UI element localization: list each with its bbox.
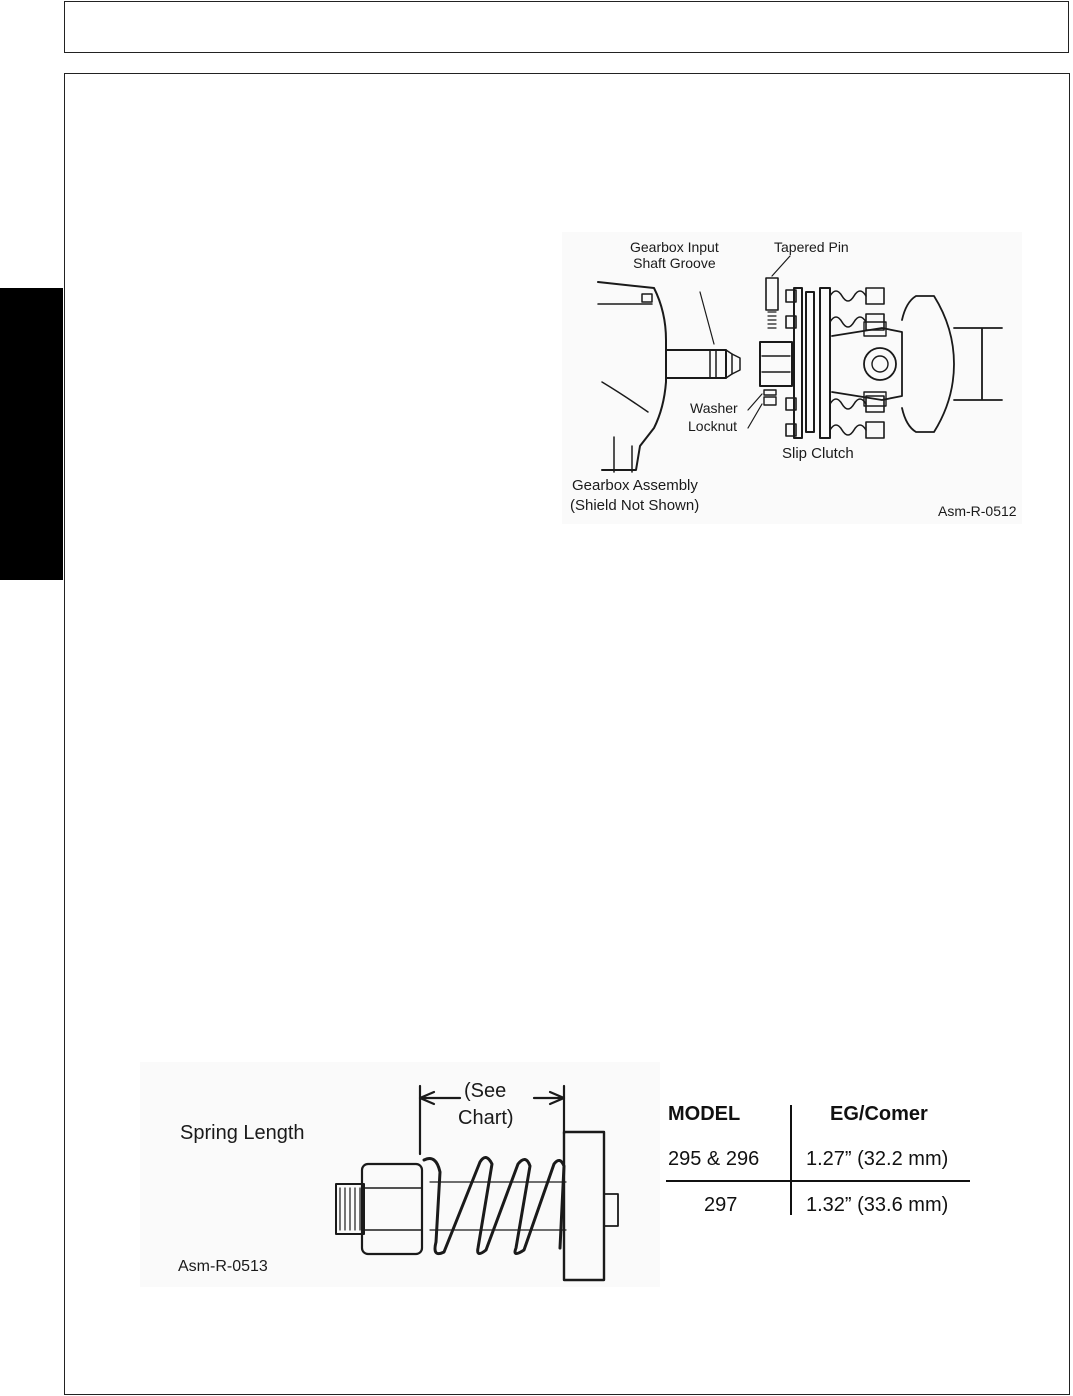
label-shield-note: (Shield Not Shown) (570, 497, 700, 514)
table-row-value: 1.32” (33.6 mm) (806, 1194, 949, 1216)
driveline-tube (954, 328, 1002, 400)
section-tab (0, 288, 63, 580)
bolt-bottom (786, 422, 884, 438)
spring-spec-table (666, 1093, 972, 1223)
table-row-value: 1.27” (32.2 mm) (806, 1148, 949, 1170)
spring-length-figure (140, 1062, 660, 1287)
pin-thread (768, 312, 776, 328)
header-box (64, 1, 1069, 53)
locknut (764, 397, 776, 405)
clutch-plate-1 (794, 288, 802, 438)
leader-groove (700, 292, 714, 344)
figure-ref-code: Asm-R-0512 (938, 503, 1017, 519)
clutch-hub (760, 342, 792, 386)
label-chart: Chart) (458, 1107, 514, 1129)
label-washer: Washer (690, 400, 738, 416)
label-locknut: Locknut (688, 418, 738, 434)
table-header-model: MODEL (668, 1103, 741, 1125)
gearbox-curve (602, 382, 648, 412)
label-groove: Gearbox Input Shaft Groove (630, 239, 719, 271)
table-row-model: 295 & 296 (668, 1148, 760, 1170)
slip-clutch-figure (562, 232, 1022, 524)
clutch-plate-3 (820, 288, 830, 438)
gearbox-base (614, 437, 632, 472)
spring-coils (424, 1157, 564, 1253)
dim-arrow-left (420, 1092, 460, 1104)
gearbox-housing (598, 282, 666, 470)
gearbox-bolt (642, 294, 652, 302)
clutch-plate-2 (806, 292, 814, 432)
label-spring-length: Spring Length (180, 1122, 305, 1144)
label-slip-clutch: Slip Clutch (782, 445, 854, 462)
driveline-shield (902, 296, 954, 432)
hub-lines (762, 356, 790, 372)
table-header-value: EG/Comer (830, 1103, 928, 1125)
dim-arrow-right (534, 1092, 564, 1104)
tapered-pin (766, 278, 778, 310)
figure-ref-code-2: Asm-R-0513 (178, 1258, 268, 1275)
label-gearbox-assembly: Gearbox Assembly (572, 477, 698, 494)
table-divider-vertical (790, 1105, 792, 1215)
bolt-top (786, 288, 884, 304)
table-divider-horizontal (666, 1180, 970, 1182)
label-tapered-pin: Tapered Pin (774, 239, 849, 255)
spring-drawing (140, 1062, 660, 1287)
yoke (832, 328, 902, 400)
yoke-cross (864, 348, 896, 380)
input-shaft (666, 350, 726, 378)
label-see: (See (464, 1080, 507, 1102)
washer (764, 390, 776, 395)
hex-nut (362, 1164, 422, 1254)
table-row-model: 297 (704, 1194, 738, 1216)
clutch-plate (564, 1132, 604, 1280)
leader-pin (772, 256, 790, 276)
